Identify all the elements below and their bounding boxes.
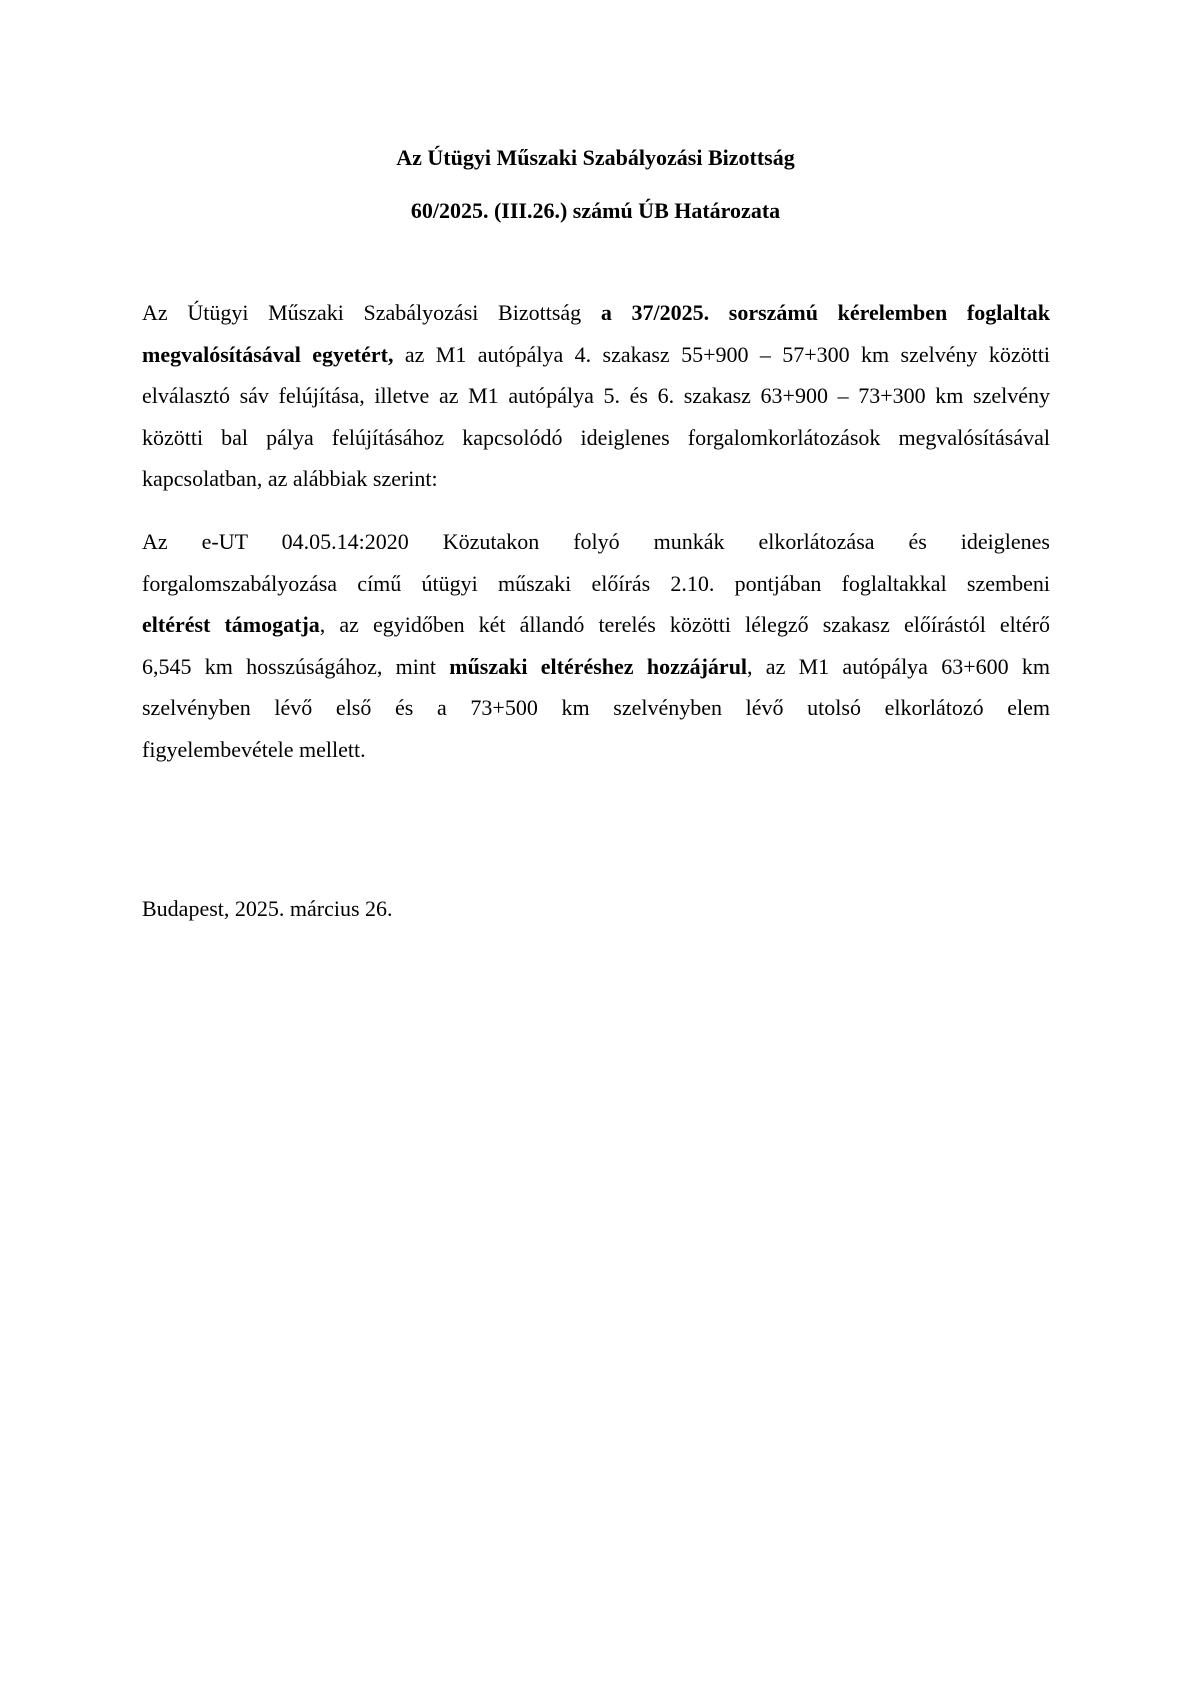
text-run: az M1 autópálya 4. szakasz 55+900 – 57+300 km szelvény közötti: [393, 341, 1050, 367]
place-and-date: Budapest, 2025. március 26.: [142, 896, 393, 921]
paragraph-1-line-2: [142, 334, 1050, 376]
resolution-paragraph-2: [142, 521, 1050, 770]
paragraph-1-line-3: elválasztó sáv felújítása, illetve az M1 autópálya 5. és 6. szakasz 63+900 – 73+300 km szelvény: [142, 383, 1050, 408]
document-title-committee: Az Útügyi Műszaki Szabályozási Bizottság: [396, 145, 795, 170]
resolution-paragraph-1: [142, 292, 1050, 500]
paragraph-2-line-4: [142, 646, 1050, 688]
paragraph-1-line-5: kapcsolatban, az alábbiak szerint:: [142, 466, 438, 491]
paragraph-2-line-6: figyelembevétele mellett.: [142, 736, 366, 762]
paragraph-2-line-2: forgalomszabályozása című útügyi műszaki előírás 2.10. pontjában foglaltakkal szembeni: [142, 570, 1050, 596]
text-run: 6,545 km hosszúságához, mint: [142, 653, 450, 679]
document-title-resolution: 60/2025. (III.26.) számú ÚB Határozata: [410, 198, 781, 223]
bold-text-run: a 37/2025. sorszámú kérelemben foglaltak: [600, 300, 1050, 325]
text-run: , az M1 autópálya 63+600 km: [747, 653, 1050, 679]
paragraph-2-line-1: Az e-UT 04.05.14:2020 Közutakon folyó munkák elkorlátozása és ideiglenes: [142, 529, 1050, 554]
bold-text-run: eltérést támogatja: [142, 612, 320, 637]
paragraph-2-line-5: szelvényben lévő első és a 73+500 km szelvényben lévő utolsó elkorlátozó elem: [142, 695, 1050, 720]
text-run: , az egyidőben két állandó terelés közötti lélegző szakasz előírástól eltérő: [319, 612, 1050, 637]
paragraph-2-line-3: [142, 604, 1050, 646]
bold-text-run: műszaki eltéréshez hozzájárul: [449, 653, 748, 679]
paragraph-1-line-4: közötti bal pálya felújításához kapcsolódó ideiglenes forgalomkorlátozások megvalósításával: [142, 424, 1050, 450]
bold-text-run: megvalósításával egyetért,: [142, 341, 394, 367]
paragraph-1-line-1: [142, 292, 1050, 334]
text-run: Az Útügyi Műszaki Szabályozási Bizottság: [142, 300, 601, 325]
